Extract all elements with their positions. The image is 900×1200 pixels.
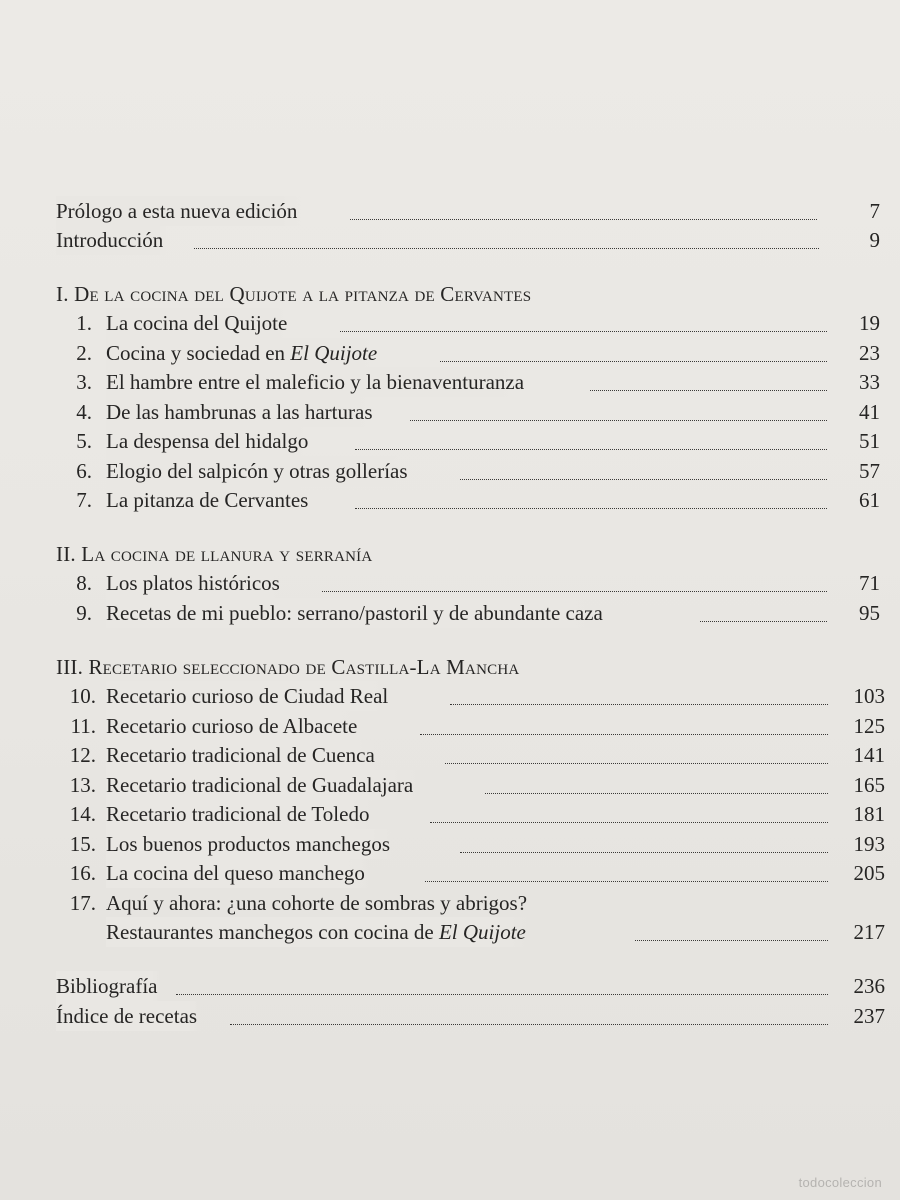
toc-entry-indice (0, 1001, 900, 1031)
toc-entry-page: 236 (853, 974, 885, 998)
part-heading-1: I. De la cocina del Quijote a la pitanza de Cervantes (56, 282, 532, 306)
part-heading-2: II. La cocina de llanura y serranía (56, 542, 373, 566)
toc-entry-page: 125 (853, 714, 885, 738)
toc-entry-title-line2 (106, 917, 530, 947)
toc-entry-page: 237 (853, 1004, 885, 1028)
dot-leader (176, 964, 828, 995)
toc-entry-title: La cocina del Quijote (106, 308, 291, 338)
toc-entry-number: 4. (76, 400, 92, 424)
toc-entry-introduccion (0, 225, 900, 255)
toc-entry (0, 485, 900, 515)
toc-entry-number: 15. (69, 832, 96, 856)
toc-entry-page: 51 (859, 429, 880, 453)
dot-leader (445, 733, 828, 764)
toc-entry-number: 13. (69, 773, 96, 797)
toc-entry-page: 19 (859, 311, 880, 335)
toc-entry-title-text: Restaurantes manchegos con cocina de (106, 920, 439, 944)
toc-entry-page: 217 (853, 920, 885, 944)
toc-entry-title: Recetario curioso de Albacete (106, 711, 361, 741)
toc-entry-title: Recetario tradicional de Cuenca (106, 740, 379, 770)
toc-entry-page: 95 (859, 601, 880, 625)
toc-entry-number: 7. (76, 488, 92, 512)
dot-leader (355, 478, 827, 509)
toc-entry-title: Introducción (56, 225, 167, 255)
dot-leader (635, 910, 828, 941)
toc-entry-title: La despensa del hidalgo (106, 426, 312, 456)
dot-leader (430, 792, 828, 823)
toc-entry-number: 8. (76, 571, 92, 595)
toc-entry-number: 2. (76, 341, 92, 365)
toc-entry-number: 6. (76, 459, 92, 483)
toc-entry-title: La cocina del queso manchego (106, 858, 369, 888)
toc-entry-title: Índice de recetas (56, 1001, 201, 1031)
toc-entry (0, 858, 900, 888)
dot-leader (410, 390, 827, 421)
toc-entry-page: 7 (869, 199, 880, 223)
toc-entry-page: 205 (853, 861, 885, 885)
toc-entry-title: Bibliografía (56, 971, 161, 1001)
toc-entry-title (106, 338, 381, 368)
dot-leader (460, 822, 828, 853)
toc-entry-number: 5. (76, 429, 92, 453)
dot-leader (440, 331, 827, 362)
toc-entry-number: 1. (76, 311, 92, 335)
toc-entry-number: 3. (76, 370, 92, 394)
dot-leader (194, 218, 819, 249)
toc-entry-page: 103 (853, 684, 885, 708)
toc-entry-title-italic: El Quijote (438, 920, 526, 944)
watermark: todocoleccion (798, 1175, 882, 1190)
toc-entry-title: Los platos históricos (106, 568, 284, 598)
dot-leader (590, 360, 827, 391)
toc-entry-number: 11. (70, 714, 96, 738)
toc-entry-title: La pitanza de Cervantes (106, 485, 312, 515)
dot-leader (340, 301, 827, 332)
dot-leader (460, 449, 827, 480)
toc-entry-page: 41 (859, 400, 880, 424)
toc-entry (0, 598, 900, 628)
toc-entry-page: 61 (859, 488, 880, 512)
toc-entry-title-text: Cocina y sociedad en (106, 341, 291, 365)
toc-entry-page: 9 (869, 228, 880, 252)
dot-leader (485, 763, 828, 794)
toc-entry-title: De las hambrunas a las harturas (106, 397, 377, 427)
toc-entry-page: 71 (859, 571, 880, 595)
toc-entry-title: Elogio del salpicón y otras gollerías (106, 456, 412, 486)
toc-entry-title: Recetas de mi pueblo: serrano/pastoril y de abundante caza (106, 598, 607, 628)
dot-leader (420, 704, 828, 735)
dot-leader (350, 189, 817, 220)
toc-entry-title: Los buenos productos manchegos (106, 829, 394, 859)
dot-leader (230, 994, 828, 1025)
toc-entry-title: Recetario tradicional de Toledo (106, 799, 373, 829)
toc-entry-page: 57 (859, 459, 880, 483)
toc-entry-number: 17. (69, 891, 96, 915)
toc-entry-page: 23 (859, 341, 880, 365)
toc-entry-number: 10. (69, 684, 96, 708)
toc-entry-page: 33 (859, 370, 880, 394)
dot-leader (425, 851, 828, 882)
dot-leader (355, 419, 827, 450)
toc-entry-number: 14. (69, 802, 96, 826)
toc-entry-page: 141 (853, 743, 885, 767)
toc-entry-title-italic: El Quijote (290, 341, 378, 365)
toc-entry-title: Aquí y ahora: ¿una cohorte de sombras y abrigos? (106, 891, 528, 915)
toc-entry-title: Recetario curioso de Ciudad Real (106, 681, 392, 711)
toc-entry-continuation (0, 917, 900, 947)
toc-entry-number: 12. (69, 743, 96, 767)
toc-entry-title: Prólogo a esta nueva edición (56, 196, 301, 226)
toc-entry-number: 9. (76, 601, 92, 625)
toc-entry-page: 181 (853, 802, 885, 826)
toc-entry-title: El hambre entre el maleficio y la bienaventuranza (106, 367, 528, 397)
dot-leader (322, 561, 827, 592)
part-heading-3: III. Recetario seleccionado de Castilla-La Mancha (56, 655, 520, 679)
toc-entry-page: 165 (853, 773, 885, 797)
toc-entry-title: Recetario tradicional de Guadalajara (106, 770, 417, 800)
toc-entry-number: 16. (69, 861, 96, 885)
toc-entry-page: 193 (853, 832, 885, 856)
dot-leader (450, 674, 828, 705)
dot-leader (700, 591, 827, 622)
